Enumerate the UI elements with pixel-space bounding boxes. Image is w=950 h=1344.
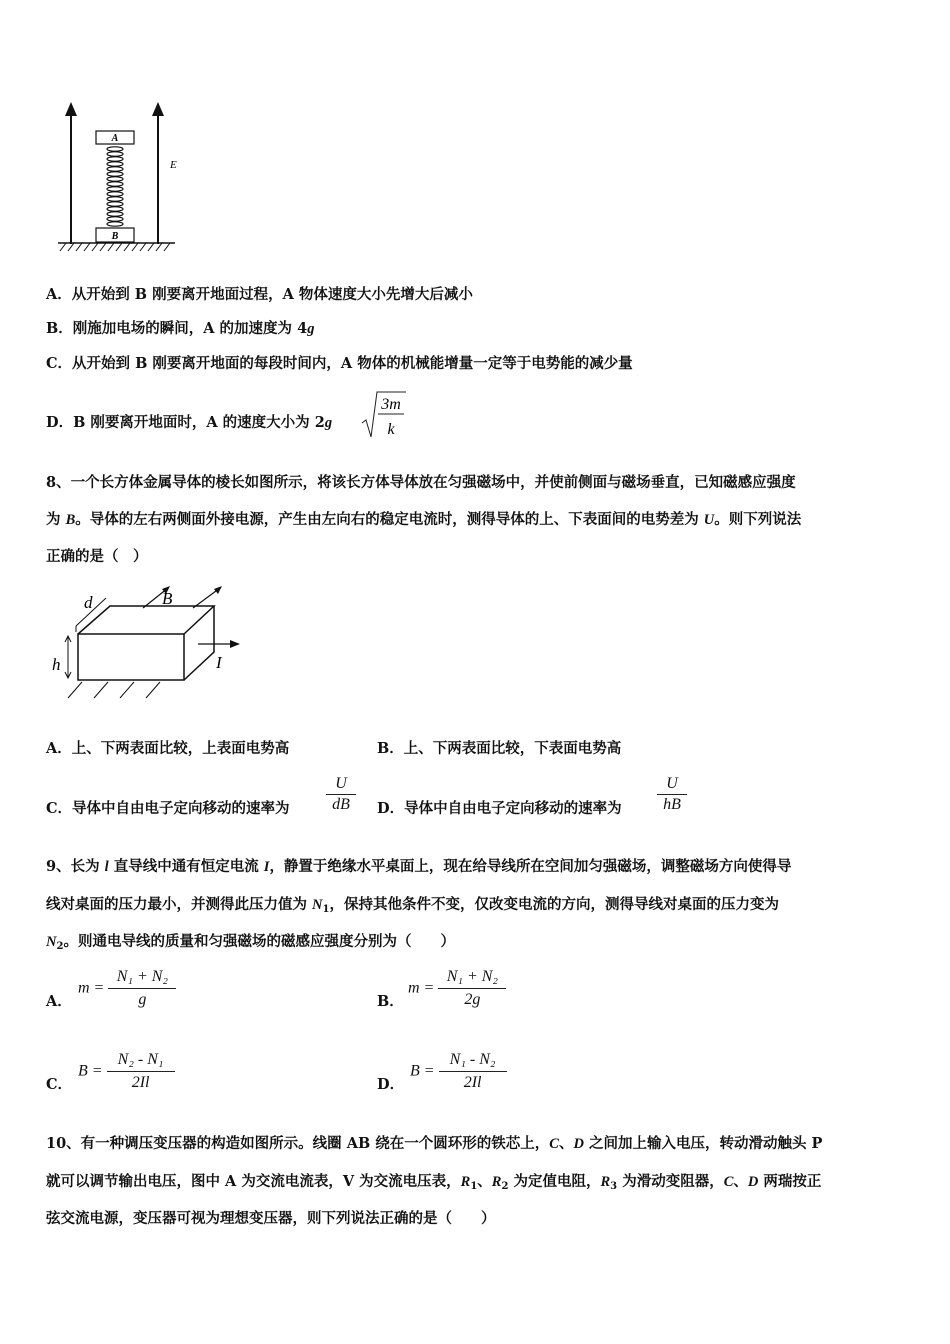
q10-stem-line3: 弦交流电源，变压器可视为理想变压器，则下列说法正确的是（ ）	[46, 1210, 496, 1227]
q7-option-d-den: k	[387, 421, 395, 438]
q9-option-d-label: D．	[377, 1076, 405, 1093]
q7-option-a: A．从开始到 B 刚要离开地面过程，A 物体速度大小先增大后减小	[46, 286, 473, 303]
block-b-label: B	[111, 231, 119, 242]
dim-d-label: d	[84, 593, 93, 612]
q8-option-d-fraction	[657, 774, 687, 815]
q9-option-a-label: A．	[46, 993, 72, 1010]
q9-var-n2: N	[46, 934, 57, 950]
q9-stem-line3: $N_2$。则通电导线的质量和匀强磁场的磁感应强度分别为（ ）	[46, 933, 455, 952]
q8-option-c-fraction	[326, 774, 356, 815]
q7-option-d-text: D．B 刚要离开地面时，A 的速度大小为 2	[46, 414, 325, 431]
spring	[107, 147, 123, 226]
q10-stem-line1: 10、有一种调压变压器的构造如图所示。线圈 AB 绕在一个圆环形的铁芯上，C、D 之间加上输入电压，转动滑动触头 P	[46, 1135, 823, 1152]
q10-stem-line2: 就可以调节输出电压，图中 A 为交流电流表，V 为交流电压表，$R_1$、$R_2$ 为定值电阻，$R_3$ 为滑动变阻器，C、D 两瑞按正	[46, 1173, 822, 1192]
block-a-label: A	[111, 133, 119, 144]
q7-option-b-var: g	[307, 321, 315, 337]
q9-var-i: I	[263, 859, 270, 875]
q8-option-d-num: U	[666, 775, 678, 792]
q9-option-d-formula: B = $\frac{\text{N₁ - N₂}}{2Il}$	[410, 1049, 507, 1094]
q8-stem-line2: 为 B。导体的左右两侧面外接电源，产生由左向右的稳定电流时，测得导体的上、下表面间的电势差为 U。则下列说法	[46, 511, 802, 528]
spring-field-figure	[50, 98, 190, 258]
q7-option-d-var: g	[324, 415, 333, 431]
q7-option-b-text: B．刚施加电场的瞬间，A 的加速度为 4	[46, 320, 308, 337]
q7-option-d	[46, 413, 332, 433]
current-i-label: I	[216, 653, 222, 672]
q9-option-a-formula: m = $\frac{\text{N₁ + N₂}}{g}$	[78, 966, 176, 1011]
q9-option-c-label: C．	[46, 1076, 73, 1093]
q8-option-c: C．导体中自由电子定向移动的速率为	[46, 800, 290, 817]
q7-option-d-sqrt	[360, 389, 410, 441]
q8-option-d: D．导体中自由电子定向移动的速率为	[377, 800, 622, 817]
q9-var-l: l	[104, 859, 109, 875]
q8-stem-line1: 8、一个长方体金属导体的棱长如图所示，将该长方体导体放在匀强磁场中，并使前侧面与磁场垂直，已知磁感应强度	[46, 474, 796, 491]
q7-option-b	[46, 319, 314, 339]
q9-stem-line1: 9、长为 l 直导线中通有恒定电流 I，静置于绝缘水平桌面上，现在给导线所在空间加匀强磁场，调整磁场方向使得导	[46, 858, 792, 875]
q8-option-a: A．上、下两表面比较，上表面电势高	[46, 740, 290, 757]
q9-stem-line2: 线对桌面的压力最小，并测得此压力值为 $N_1$，保持其他条件不变，仅改变电流的方向，测得导线对桌面的压力变为	[46, 896, 779, 915]
q7-option-c: C．从开始到 B 刚要离开地面的每段时间内，A 物体的机械能增量一定等于电势能的减少量	[46, 355, 633, 372]
dim-h-label: h	[52, 655, 61, 674]
field-e-label: E	[170, 159, 177, 171]
q8-var-b: B	[65, 512, 76, 528]
q7-option-d-num: 3m	[381, 396, 401, 413]
q8-var-u: U	[703, 512, 715, 528]
q9-option-b-formula: m = $\frac{\text{N₁ + N₂}}{2g}$	[408, 966, 506, 1011]
q9-var-n1: N	[312, 897, 323, 913]
q8-option-d-den: hB	[663, 796, 681, 813]
q9-option-b-label: B．	[377, 993, 404, 1010]
cuboid-conductor-figure	[48, 586, 248, 708]
field-b-label: B	[162, 589, 173, 608]
q8-option-c-den: dB	[332, 796, 350, 813]
q8-option-c-num: U	[335, 775, 347, 792]
q8-option-b: B．上、下两表面比较，下表面电势高	[377, 740, 622, 757]
q9-option-c-formula: B = $\frac{\text{N₂ - N₁}}{2Il}$	[78, 1049, 175, 1094]
q8-stem-line3: 正确的是（ ）	[46, 548, 148, 565]
